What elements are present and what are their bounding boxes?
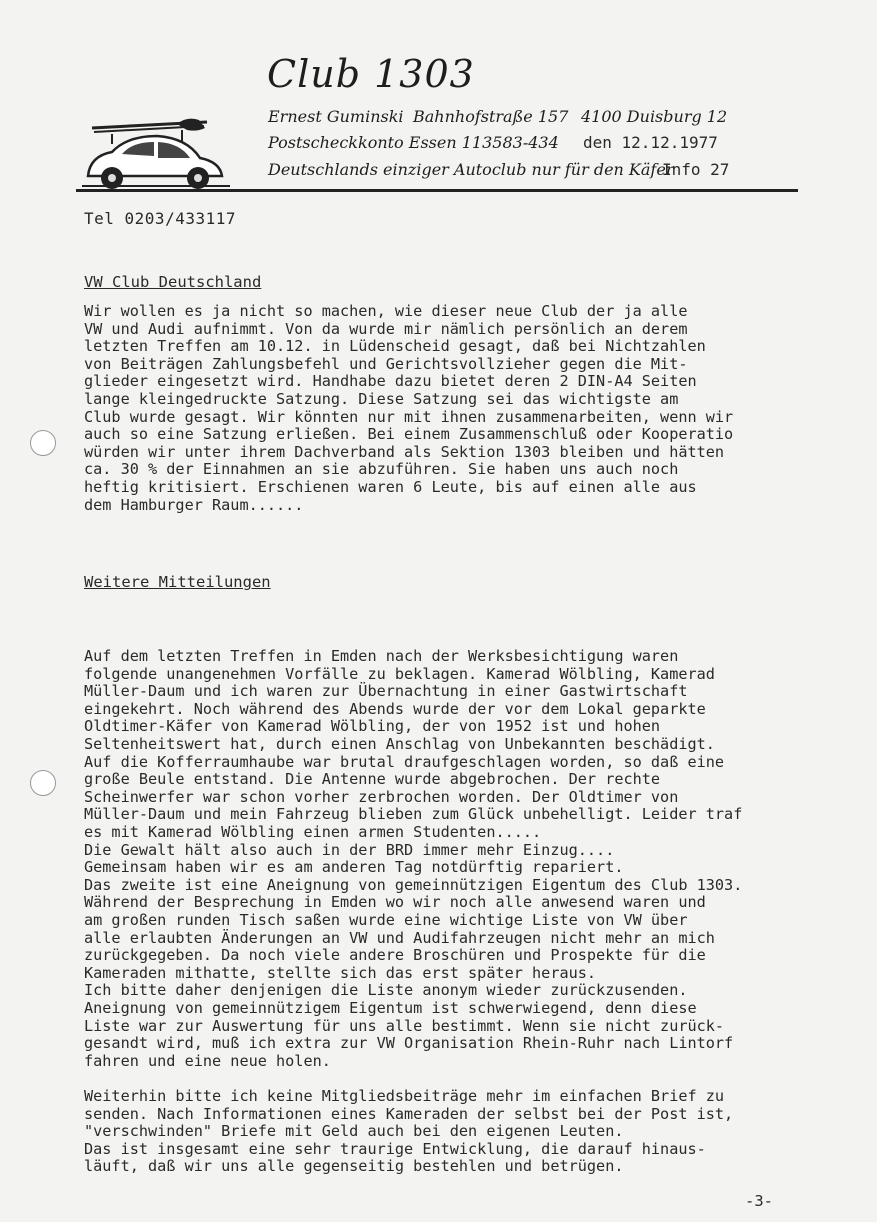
body-text-line: alle erlaubten Änderungen an VW und Audifahrzeugen nicht mehr an mich — [84, 928, 715, 947]
body-text-line: dem Hamburger Raum...... — [84, 495, 304, 514]
body-text-line: am großen runden Tisch saßen wurde eine wichtige Liste von VW über — [84, 911, 688, 929]
body-text-line: glieder eingesetzt wird. Handhabe dazu bietet deren 2 DIN-A4 Seiten — [84, 372, 697, 391]
body-text-line: Wir wollen es ja nicht so machen, wie dieser neue Club der ja alle — [84, 302, 688, 320]
body-text-line: läuft, daß wir uns alle gegenseitig bestehlen und betrügen. — [84, 1157, 624, 1176]
body-text-line: Liste war zur Auswertung für uns alle bestimmt. Wenn sie nicht zurück- — [84, 1016, 725, 1035]
body-text-line: lange kleingedruckte Satzung. Diese Satzung sei das wichtigste am — [84, 390, 679, 408]
header-divider — [76, 189, 798, 192]
body-text-line: senden. Nach Informationen eines Kameraden der selbst bei der Post ist, — [84, 1104, 734, 1123]
body-text-line: Während der Besprechung in Emden wo wir noch alle anwesend waren und — [84, 893, 706, 912]
body-text-line: ca. 30 % der Einnahmen an sie abzuführen. Sie haben uns auch noch — [84, 460, 679, 479]
body-text-line: große Beule entstand. Die Antenne wurde abgebrochen. Der rechte — [84, 770, 661, 789]
body-text-line: Müller-Daum und ich waren zur Übernachtung in einer Gastwirtschaft — [84, 682, 688, 701]
sender-name: Ernest Guminski — [268, 107, 404, 126]
sender-street: Bahnhofstraße 157 — [413, 107, 569, 126]
sender-city: 4100 Duisburg 12 — [581, 107, 728, 126]
body-text-line: "verschwinden" Briefe mit Geld auch bei den eigenen Leuten. — [84, 1122, 624, 1141]
body-text-line: Scheinwerfer war schon vorher zerbrochen worden. Der Oldtimer von — [84, 787, 679, 806]
body-text-line: fahren und eine neue holen. — [84, 1051, 331, 1070]
section-heading-weitere-mitteilungen: Weitere Mitteilungen — [84, 573, 271, 591]
body-text-line: folgende unangenehmen Vorfälle zu beklagen. Kamerad Wölbling, Kamerad — [84, 664, 715, 683]
page-number: -3- — [745, 1192, 773, 1210]
body-text-line: Das ist insgesamt eine sehr traurige Entwicklung, die darauf hinaus- — [84, 1139, 706, 1158]
body-text-line: gesandt wird, muß ich extra zur VW Organisation Rhein-Ruhr nach Lintorf — [84, 1034, 734, 1053]
body-text-line: Seltenheitswert hat, durch einen Anschlag von Unbekannten beschädigt. — [84, 735, 715, 753]
section-heading-vw-club: VW Club Deutschland — [84, 273, 262, 291]
body-text-line: letzten Treffen am 10.12. in Lüdenscheid gesagt, daß bei Nichtzahlen — [84, 337, 706, 356]
body-text-line: es mit Kamerad Wölbling einen armen Studenten..... — [84, 823, 542, 841]
body-text-line: von Beiträgen Zahlungsbefehl und Gerichtsvollzieher gegen die Mit- — [84, 354, 688, 373]
club-tagline: Deutschlands einziger Autoclub nur für den Käfer — [268, 160, 674, 179]
club-title: Club 1303 — [267, 52, 475, 96]
body-text-line: Die Gewalt hält also auch in der BRD immer mehr Einzug.... — [84, 840, 615, 859]
body-text-line: Weiterhin bitte ich keine Mitgliedsbeiträge mehr im einfachen Brief zu — [84, 1087, 725, 1105]
letter-date: den 12.12.1977 — [583, 133, 718, 152]
body-text-line: VW und Audi aufnimmt. Von da wurde mir nämlich persönlich an derem — [84, 319, 688, 338]
body-text-line: würden wir unter ihrem Dachverband als Sektion 1303 bleiben und hätten — [84, 442, 725, 461]
vw-beetle-logo-icon — [82, 118, 232, 190]
body-text-line: eingekehrt. Noch während des Abends wurde der vor dem Lokal geparkte — [84, 699, 706, 718]
body-text-line: zurückgegeben. Da noch viele andere Broschüren und Prospekte für die — [84, 946, 706, 965]
punch-hole-icon — [30, 430, 56, 456]
telephone-number: Tel 0203/433117 — [84, 209, 236, 228]
body-text-line: Müller-Daum und mein Fahrzeug blieben zum Glück unbehelligt. Leider traf — [84, 805, 743, 824]
body-text-line: Ich bitte daher denjenigen die Liste anonym wieder zurückzusenden. — [84, 981, 688, 1000]
body-text-line: Club wurde gesagt. Wir könnten nur mit ihnen zusammenarbeiten, wenn wir — [84, 407, 734, 426]
body-text-line: heftig kritisiert. Erschienen waren 6 Leute, bis auf einen alle aus — [84, 478, 697, 496]
postal-account: Postscheckkonto Essen 113583-434 — [268, 133, 559, 152]
body-text-line: auch so eine Satzung erließen. Bei einem Zusammenschluß oder Kooperatio — [84, 425, 734, 444]
punch-hole-icon — [30, 770, 56, 796]
body-text-line: Aneignung von gemeinnützigem Eigentum ist schwerwiegend, denn diese — [84, 999, 697, 1017]
body-text-line: Oldtimer-Käfer von Kamerad Wölbling, der von 1952 ist und hohen — [84, 717, 661, 736]
body-text-line: Das zweite ist eine Aneignung von gemeinnützigen Eigentum des Club 1303. — [84, 875, 743, 894]
body-text-line: Gemeinsam haben wir es am anderen Tag notdürftig repariert. — [84, 858, 624, 877]
info-number: Info 27 — [662, 160, 730, 179]
body-text-line: Auf dem letzten Treffen in Emden nach der Werksbesichtigung waren — [84, 647, 679, 665]
body-text-line: Kameraden mithatte, stellte sich das erst später heraus. — [84, 963, 597, 982]
body-text-line: Auf die Kofferraumhaube war brutal draufgeschlagen worden, so daß eine — [84, 752, 725, 771]
